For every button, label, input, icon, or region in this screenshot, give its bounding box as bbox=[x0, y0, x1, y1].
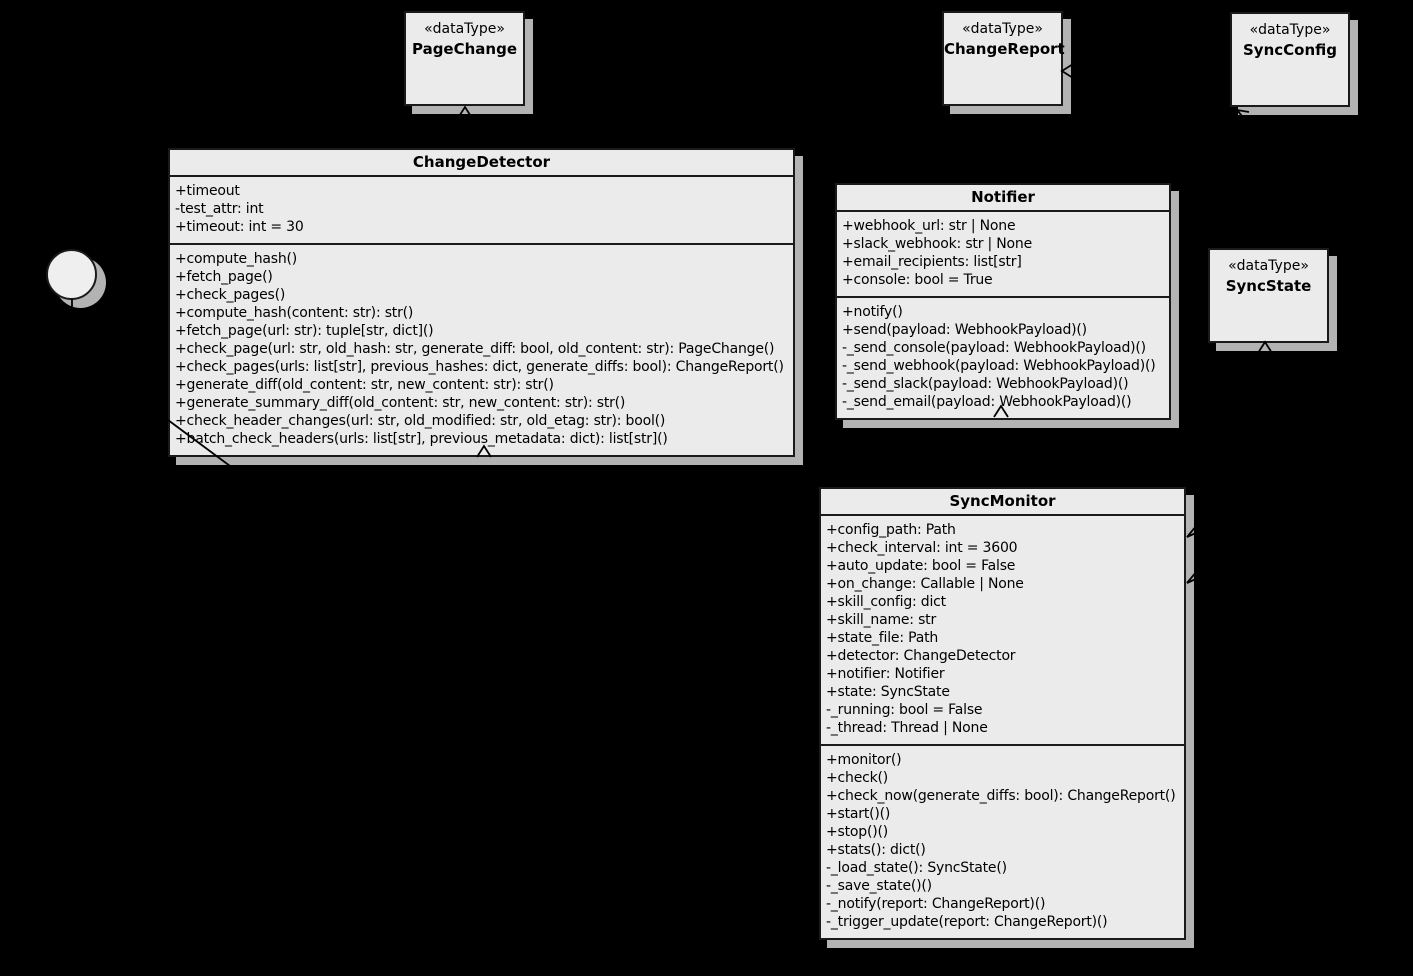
method-row: -_notify(report: ChangeReport)() bbox=[826, 896, 1046, 912]
attribute-row: +detector: ChangeDetector bbox=[826, 648, 1016, 664]
arrowhead-changereport-icon bbox=[1062, 64, 1073, 78]
datatype-name: ChangeReport bbox=[944, 40, 1065, 58]
attribute-row: +skill_config: dict bbox=[826, 594, 946, 610]
attribute-row: +check_interval: int = 3600 bbox=[826, 540, 1018, 556]
attribute-row: -_running: bool = False bbox=[826, 702, 983, 718]
arrowhead-pagechange-icon bbox=[458, 107, 472, 118]
method-row: +send(payload: WebhookPayload)() bbox=[842, 322, 1087, 338]
class-title: SyncMonitor bbox=[821, 489, 1184, 516]
method-row: +check() bbox=[826, 770, 889, 786]
method-row: -_send_console(payload: WebhookPayload)() bbox=[842, 340, 1146, 356]
class-box-notifier[interactable] bbox=[835, 183, 1171, 420]
datatype-name: PageChange bbox=[411, 40, 518, 58]
interface-circle[interactable] bbox=[46, 249, 97, 300]
attribute-row: +email_recipients: list[str] bbox=[842, 254, 1022, 270]
method-row: +start()() bbox=[826, 806, 891, 822]
methods-compartment bbox=[837, 298, 1169, 418]
attribute-row: +timeout: int = 30 bbox=[175, 219, 304, 235]
datatype-box-syncstate[interactable] bbox=[1208, 248, 1329, 343]
datatype-box-changereport[interactable] bbox=[942, 11, 1063, 106]
datatype-box-pagechange[interactable] bbox=[404, 11, 525, 106]
class-box-syncmonitor[interactable] bbox=[819, 487, 1186, 940]
arrowhead-syncstate-icon bbox=[1258, 342, 1272, 353]
class-box-changedetector[interactable] bbox=[168, 148, 795, 457]
attribute-row: +state: SyncState bbox=[826, 684, 950, 700]
attributes-compartment bbox=[837, 212, 1169, 298]
attribute-row: +console: bool = True bbox=[842, 272, 993, 288]
attribute-row: +state_file: Path bbox=[826, 630, 939, 646]
attribute-row: +timeout bbox=[175, 183, 240, 199]
method-row: +generate_diff(old_content: str, new_content: str): str() bbox=[175, 377, 554, 393]
method-row: +check_now(generate_diffs: bool): ChangeReport() bbox=[826, 788, 1176, 804]
method-row: +check_pages(urls: list[str], previous_hashes: dict, generate_diffs: bool): ChangeReport() bbox=[175, 359, 784, 375]
datatype-name: SyncState bbox=[1225, 277, 1312, 295]
method-row: -_load_state(): SyncState() bbox=[826, 860, 1007, 876]
arrowhead-syncmonitor-bottom-icon bbox=[1187, 571, 1198, 583]
method-row: +stats(): dict() bbox=[826, 842, 926, 858]
method-row: -_send_webhook(payload: WebhookPayload)() bbox=[842, 358, 1156, 374]
datatype-box-syncconfig[interactable] bbox=[1230, 12, 1350, 107]
method-row: +fetch_page(url: str): tuple[str, dict]() bbox=[175, 323, 434, 339]
method-row: +fetch_page() bbox=[175, 269, 273, 285]
attribute-row: -_thread: Thread | None bbox=[826, 720, 988, 736]
attribute-row: +skill_name: str bbox=[826, 612, 937, 628]
attribute-row: +on_change: Callable | None bbox=[826, 576, 1024, 592]
method-row: +check_pages() bbox=[175, 287, 286, 303]
method-row: +notify() bbox=[842, 304, 903, 320]
attributes-compartment bbox=[170, 177, 793, 245]
method-row: +compute_hash(content: str): str() bbox=[175, 305, 414, 321]
attribute-row: +notifier: Notifier bbox=[826, 666, 945, 682]
method-row: -_trigger_update(report: ChangeReport)() bbox=[826, 914, 1108, 930]
method-row: -_send_email(payload: WebhookPayload)() bbox=[842, 394, 1132, 410]
method-row: +generate_summary_diff(old_content: str, new_content: str): str() bbox=[175, 395, 626, 411]
method-row: -_send_slack(payload: WebhookPayload)() bbox=[842, 376, 1129, 392]
method-row: -_save_state()() bbox=[826, 878, 932, 894]
attribute-row: +webhook_url: str | None bbox=[842, 218, 1016, 234]
stereotype-label: «dataType» bbox=[424, 21, 505, 37]
attributes-compartment bbox=[821, 516, 1184, 746]
class-title: ChangeDetector bbox=[170, 150, 793, 177]
arrowhead-syncmonitor-top-icon bbox=[1187, 525, 1198, 537]
arrowhead-syncconfig-icon bbox=[1237, 110, 1249, 121]
method-row: +compute_hash() bbox=[175, 251, 298, 267]
attribute-row: -test_attr: int bbox=[175, 201, 264, 217]
attribute-row: +slack_webhook: str | None bbox=[842, 236, 1033, 252]
class-title: Notifier bbox=[837, 185, 1169, 212]
method-row: +monitor() bbox=[826, 752, 902, 768]
methods-compartment bbox=[821, 746, 1184, 938]
datatype-name: SyncConfig bbox=[1243, 41, 1337, 59]
methods-compartment bbox=[170, 245, 793, 455]
method-row: +check_header_changes(url: str, old_modified: str, old_etag: str): bool() bbox=[175, 413, 666, 429]
attribute-row: +config_path: Path bbox=[826, 522, 956, 538]
stereotype-label: «dataType» bbox=[1249, 22, 1331, 38]
method-row: +batch_check_headers(urls: list[str], previous_metadata: dict): list[str]() bbox=[175, 431, 668, 447]
stereotype-label: «dataType» bbox=[962, 21, 1043, 37]
stereotype-label: «dataType» bbox=[1228, 258, 1309, 274]
attribute-row: +auto_update: bool = False bbox=[826, 558, 1016, 574]
method-row: +check_page(url: str, old_hash: str, generate_diff: bool, old_content: str): PageChange() bbox=[175, 341, 775, 357]
method-row: +stop()() bbox=[826, 824, 889, 840]
